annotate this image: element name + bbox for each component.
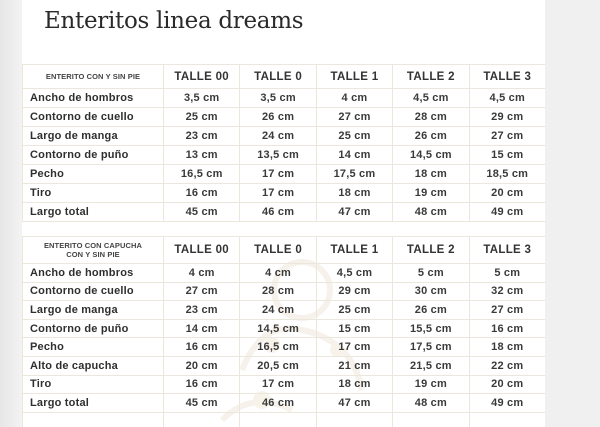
cell-value: 15,5 cm xyxy=(393,319,469,338)
cell-value: 17 cm xyxy=(316,338,392,357)
row-label: Largo total xyxy=(23,394,164,413)
size-header: TALLE 1 xyxy=(316,65,392,89)
page-title: Enteritos linea dreams xyxy=(44,8,304,34)
size-header: TALLE 00 xyxy=(164,65,240,89)
row-label: Contorno de cuello xyxy=(23,282,164,301)
table-row xyxy=(23,108,546,127)
cell-value: 25 cm xyxy=(164,108,240,127)
size-table-enterito xyxy=(22,64,545,222)
cell-value: 4,5 cm xyxy=(469,89,545,108)
cell-value: 16 cm xyxy=(164,375,240,394)
table-row xyxy=(23,203,546,222)
cell-value: 4 cm xyxy=(316,89,392,108)
cell-value: 27 cm xyxy=(469,127,545,146)
cell-value: 15 cm xyxy=(469,146,545,165)
cell-value: 32 cm xyxy=(469,282,545,301)
cell-value: 17 cm xyxy=(240,375,316,394)
row-label: Ancho de hombros xyxy=(23,89,164,108)
size-chart-page xyxy=(22,0,545,427)
size-header: TALLE 1 xyxy=(316,237,392,264)
cell-value: 13,5 cm xyxy=(240,146,316,165)
table-row xyxy=(23,184,546,203)
cell-value: 16 cm xyxy=(164,184,240,203)
table-row xyxy=(23,89,546,108)
cell-value: 46 cm xyxy=(240,394,316,413)
cell-value: 26 cm xyxy=(393,127,469,146)
cell-value: 48 cm xyxy=(393,203,469,222)
table-row xyxy=(23,127,546,146)
cell-value: 26 cm xyxy=(240,108,316,127)
row-label: Pecho xyxy=(23,165,164,184)
cell-value: 18 cm xyxy=(316,375,392,394)
cell-value: 16,5 cm xyxy=(240,338,316,357)
table-heading: ENTERITO CON Y SIN PIE xyxy=(23,65,164,89)
row-label: Ancho de hombros xyxy=(23,264,164,283)
cell-value: 24 cm xyxy=(240,127,316,146)
size-table-enterito-capucha xyxy=(22,236,545,427)
cell-value: 5 cm xyxy=(393,264,469,283)
size-header: TALLE 0 xyxy=(240,237,316,264)
cell-value: 21,5 cm xyxy=(393,356,469,375)
row-label: Contorno de cuello xyxy=(23,108,164,127)
cell-value: 16 cm xyxy=(469,319,545,338)
row-label: Largo de manga xyxy=(23,301,164,320)
cell-value: 22 cm xyxy=(469,356,545,375)
cell-value: 29 cm xyxy=(316,282,392,301)
cell-value: 14,5 cm xyxy=(240,319,316,338)
size-header: TALLE 2 xyxy=(393,65,469,89)
cell-value: 4 cm xyxy=(164,264,240,283)
cell-value: 16,5 cm xyxy=(164,165,240,184)
size-header: TALLE 0 xyxy=(240,65,316,89)
cell-value: 17 cm xyxy=(240,165,316,184)
table-row xyxy=(23,264,546,283)
cell-value: 27 cm xyxy=(469,301,545,320)
cell-value: 14,5 cm xyxy=(393,146,469,165)
table-heading-line-2: CON Y SIN PIE xyxy=(66,250,120,259)
cell-value: 3,5 cm xyxy=(164,89,240,108)
table-row xyxy=(23,375,546,394)
cell-value: 47 cm xyxy=(316,203,392,222)
size-header: TALLE 00 xyxy=(164,237,240,264)
cell-value: 20,5 cm xyxy=(240,356,316,375)
cell-value: 20 cm xyxy=(469,184,545,203)
cell-value: 23 cm xyxy=(164,301,240,320)
row-label: Contorno de puño xyxy=(23,146,164,165)
cell-value: 19 cm xyxy=(393,184,469,203)
table-row xyxy=(23,146,546,165)
cell-value: 4,5 cm xyxy=(393,89,469,108)
cell-value: 46 cm xyxy=(240,203,316,222)
cell-value: 14 cm xyxy=(316,146,392,165)
table-header-row xyxy=(23,65,546,89)
cell-value: 18 cm xyxy=(469,338,545,357)
cell-value: 20 cm xyxy=(469,375,545,394)
table-row xyxy=(23,282,546,301)
cell-value: 17,5 cm xyxy=(393,338,469,357)
cell-value: 4 cm xyxy=(240,264,316,283)
row-label: Contorno de puño xyxy=(23,319,164,338)
cell-value: 23 cm xyxy=(164,127,240,146)
cell-value: 16 cm xyxy=(164,338,240,357)
cell-value: 49 cm xyxy=(469,394,545,413)
row-label: Largo de manga xyxy=(23,127,164,146)
table-row xyxy=(23,165,546,184)
cell-value: 13 cm xyxy=(164,146,240,165)
cell-value: 18,5 cm xyxy=(469,165,545,184)
cell-value: 3,5 cm xyxy=(240,89,316,108)
row-label: Tiro xyxy=(23,375,164,394)
right-margin-strip xyxy=(545,0,600,427)
cell-value: 4,5 cm xyxy=(316,264,392,283)
cell-value: 29 cm xyxy=(469,108,545,127)
table-row xyxy=(23,338,546,357)
cell-value: 24 cm xyxy=(240,301,316,320)
cell-value: 30 cm xyxy=(393,282,469,301)
left-margin-strip xyxy=(0,0,22,427)
size-header: TALLE 3 xyxy=(469,237,545,264)
table-heading xyxy=(23,237,164,264)
table-header-row xyxy=(23,237,546,264)
cell-value: 17 cm xyxy=(240,184,316,203)
table-row xyxy=(23,319,546,338)
cell-value: 14 cm xyxy=(164,319,240,338)
cell-value: 45 cm xyxy=(164,394,240,413)
cell-value: 18 cm xyxy=(316,184,392,203)
cell-value: 28 cm xyxy=(240,282,316,301)
empty-table-row xyxy=(23,412,546,427)
cell-value: 27 cm xyxy=(316,108,392,127)
cell-value: 28 cm xyxy=(393,108,469,127)
table-row xyxy=(23,356,546,375)
table-heading-line-1: ENTERITO CON CAPUCHA xyxy=(43,241,143,250)
cell-value: 25 cm xyxy=(316,127,392,146)
row-label: Largo total xyxy=(23,203,164,222)
cell-value: 48 cm xyxy=(393,394,469,413)
cell-value: 15 cm xyxy=(316,319,392,338)
row-label: Alto de capucha xyxy=(23,356,164,375)
cell-value: 25 cm xyxy=(316,301,392,320)
cell-value: 27 cm xyxy=(164,282,240,301)
size-header: TALLE 2 xyxy=(393,237,469,264)
cell-value: 19 cm xyxy=(393,375,469,394)
table-row xyxy=(23,301,546,320)
cell-value: 49 cm xyxy=(469,203,545,222)
row-label: Tiro xyxy=(23,184,164,203)
table-row xyxy=(23,394,546,413)
row-label: Pecho xyxy=(23,338,164,357)
cell-value: 20 cm xyxy=(164,356,240,375)
cell-value: 47 cm xyxy=(316,394,392,413)
cell-value: 21 cm xyxy=(316,356,392,375)
cell-value: 45 cm xyxy=(164,203,240,222)
cell-value: 5 cm xyxy=(469,264,545,283)
size-header: TALLE 3 xyxy=(469,65,545,89)
cell-value: 26 cm xyxy=(393,301,469,320)
cell-value: 17,5 cm xyxy=(316,165,392,184)
cell-value: 18 cm xyxy=(393,165,469,184)
